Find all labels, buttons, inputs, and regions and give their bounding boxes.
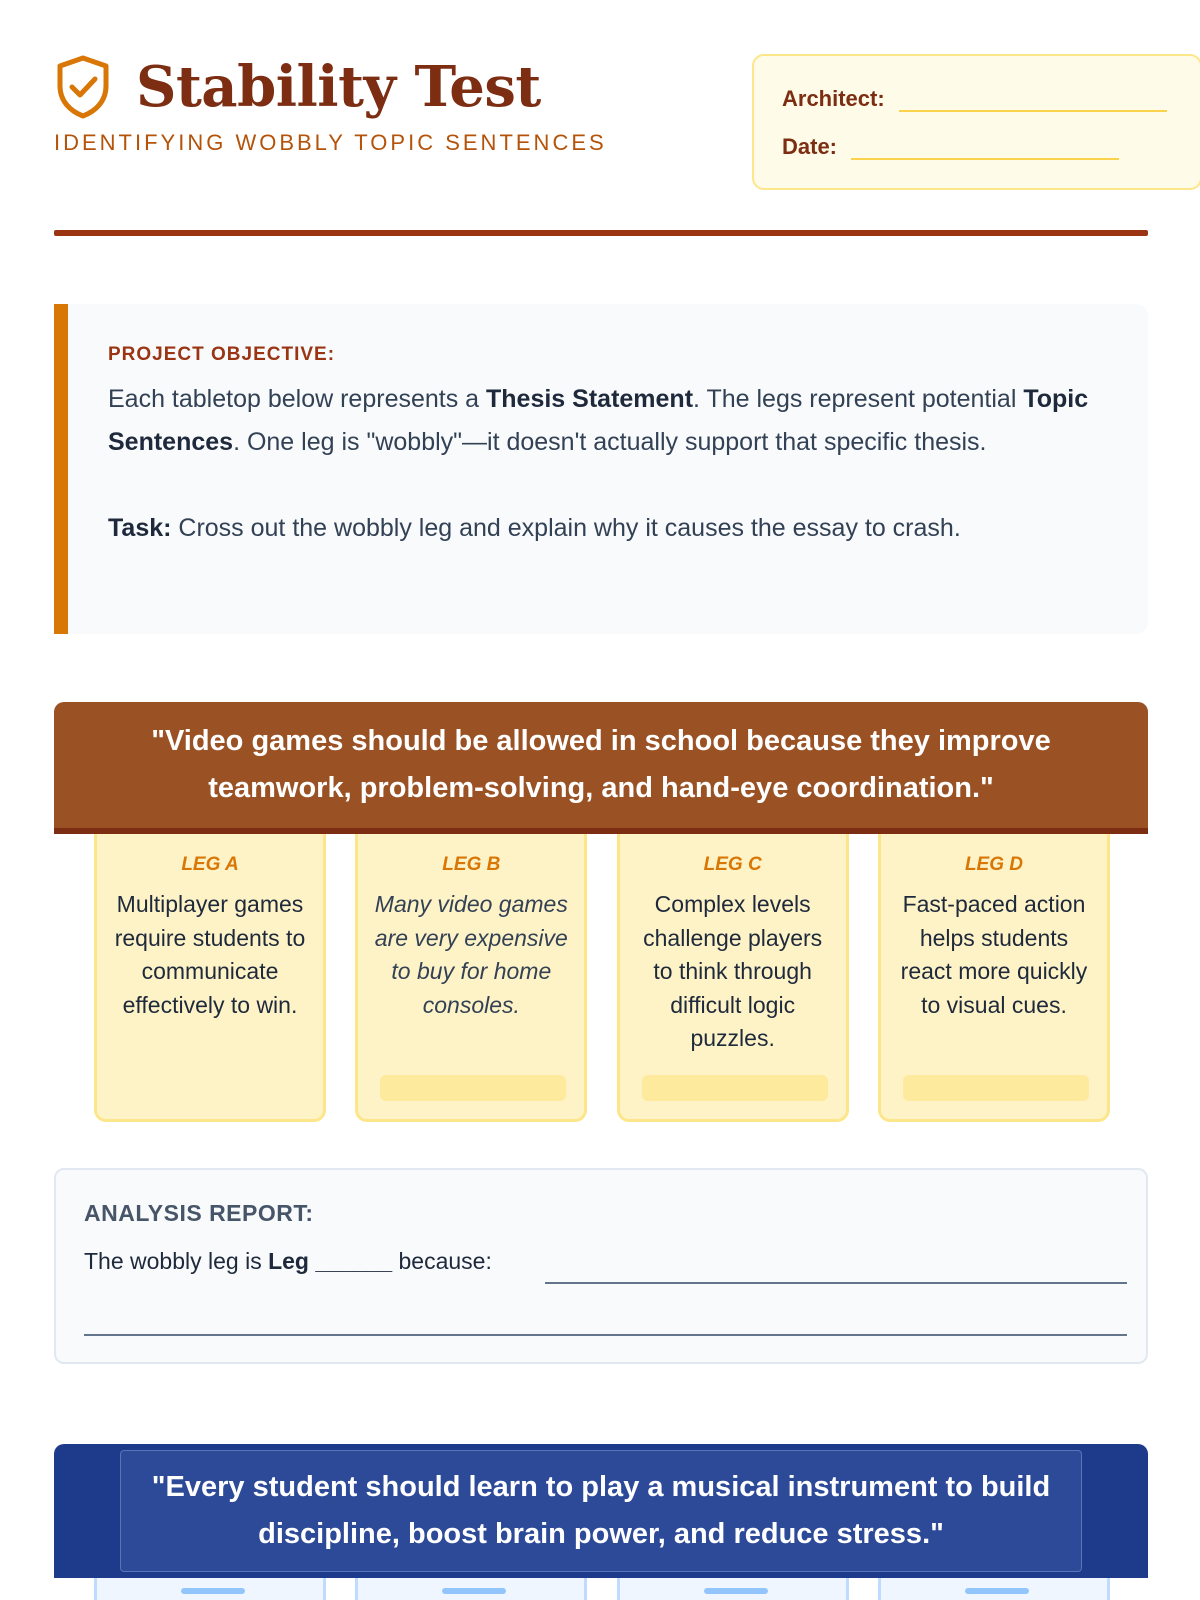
answer-line-1[interactable]	[545, 1282, 1127, 1284]
header-divider	[54, 230, 1148, 236]
analysis-prompt	[84, 1248, 492, 1275]
architect-field[interactable]	[899, 88, 1167, 112]
leg-stub	[94, 1578, 326, 1600]
objective-text-part: Each tabletop below represents a	[108, 385, 487, 413]
title-row	[54, 54, 541, 120]
leg-b[interactable]	[355, 834, 587, 1122]
leg-foot	[380, 1075, 566, 1101]
objective-text-part: . The legs represent potential	[693, 385, 1024, 413]
leg-foot	[642, 1075, 828, 1101]
leg-label: LEG B	[442, 854, 501, 875]
shield-check-icon	[54, 54, 112, 120]
thesis-tabletop-1	[54, 702, 1148, 834]
analysis-report-label: ANALYSIS REPORT:	[84, 1200, 314, 1226]
leg-label: LEG A	[181, 854, 239, 875]
date-row	[782, 134, 1119, 160]
analysis-report-box	[54, 1168, 1148, 1364]
date-field[interactable]	[851, 136, 1119, 160]
analysis-prefix: The wobbly leg is	[84, 1248, 269, 1274]
thesis-term: Thesis Statement	[486, 385, 694, 413]
leg-word: Leg	[268, 1248, 309, 1274]
topic-term: Topic Sentences	[108, 385, 1089, 456]
thesis-statement-2-text: "Every student should learn to play a musical instrument to build discipline, boost brain power, and reduce stress."	[151, 1471, 1051, 1550]
leg-foot	[903, 1075, 1089, 1101]
leg-stub-label	[704, 1588, 768, 1594]
leg-label: LEG C	[703, 854, 762, 875]
project-objective-box	[54, 304, 1148, 634]
leg-a[interactable]	[94, 834, 326, 1122]
architect-label: Architect:	[782, 86, 885, 111]
leg-stub-label	[181, 1588, 245, 1594]
objective-text-part: . One leg is "wobbly"—it doesn't actually support that specific thesis.	[233, 428, 987, 456]
answer-line-2[interactable]	[84, 1334, 1127, 1336]
objective-label: PROJECT OBJECTIVE:	[108, 344, 336, 365]
leg-label: LEG D	[964, 854, 1024, 875]
leg-blank[interactable]: ______	[308, 1248, 393, 1274]
page-title: Stability Test	[136, 54, 541, 120]
leg-c[interactable]	[617, 834, 849, 1122]
leg-stub	[878, 1578, 1110, 1600]
task-text	[108, 507, 1098, 550]
student-info-box	[752, 54, 1200, 190]
topic-sentence-legs-1	[94, 834, 1110, 1122]
leg-text: Multiplayer games require students to communicate effectively to win.	[114, 891, 306, 1018]
architect-row	[782, 86, 1167, 112]
thesis-statement-2	[120, 1450, 1082, 1572]
thesis-statement-1: "Video games should be allowed in school because they improve teamwork, problem-solving, and hand-eye coordination."	[151, 725, 1051, 804]
leg-text: Fast-paced action helps students react more quickly to visual cues.	[900, 891, 1088, 1018]
leg-text: Many video games are very expensive to buy for home consoles.	[374, 891, 568, 1018]
leg-stub-label	[442, 1588, 506, 1594]
worksheet-header	[54, 54, 1148, 194]
topic-sentence-legs-2	[94, 1578, 1110, 1600]
analysis-suffix: because:	[392, 1248, 492, 1274]
leg-stub	[355, 1578, 587, 1600]
objective-text	[108, 378, 1098, 464]
leg-d[interactable]	[878, 834, 1110, 1122]
task-body: Cross out the wobbly leg and explain why it causes the essay to crash.	[171, 514, 961, 542]
task-label: Task:	[108, 514, 172, 542]
leg-stub	[617, 1578, 849, 1600]
leg-stub-label	[965, 1588, 1029, 1594]
leg-text: Complex levels challenge players to think through difficult logic puzzles.	[643, 891, 823, 1051]
page-subtitle: IDENTIFYING WOBBLY TOPIC SENTENCES	[54, 130, 607, 155]
date-label: Date:	[782, 134, 838, 159]
thesis-tabletop-2	[54, 1444, 1148, 1578]
